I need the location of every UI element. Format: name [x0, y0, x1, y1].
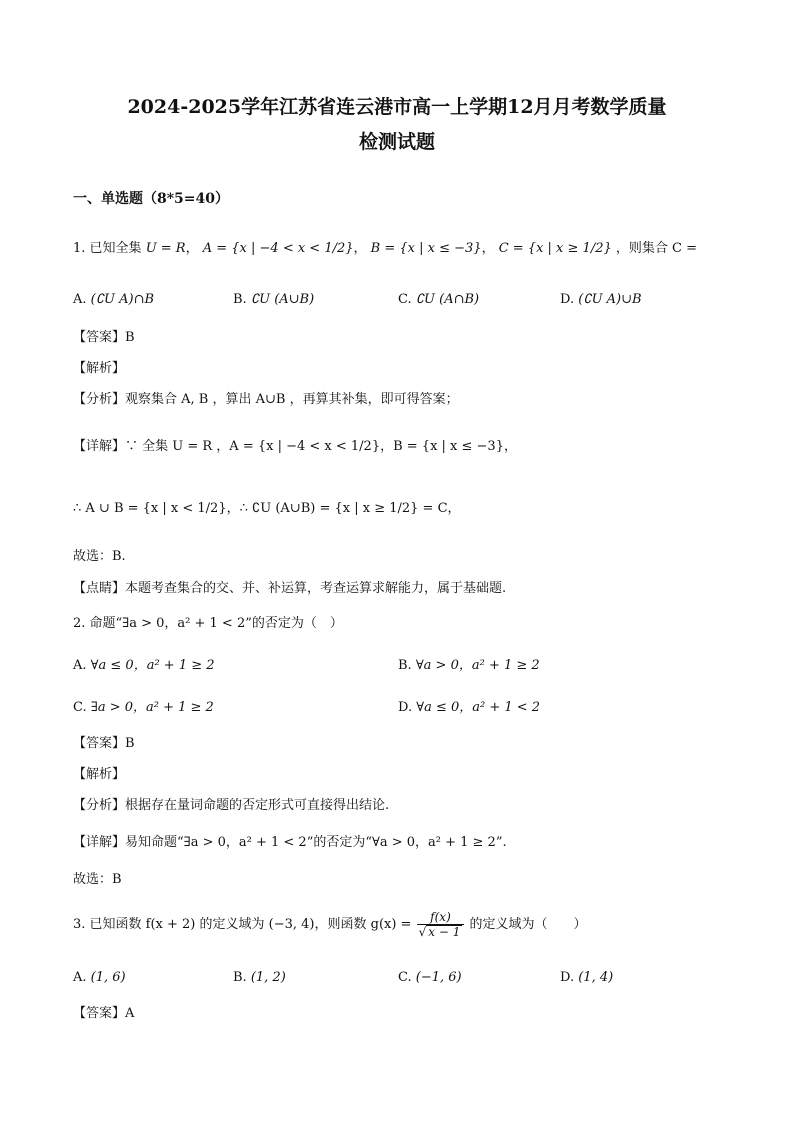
q1-option-d: D. (∁U A)∪B [560, 292, 642, 307]
page-title: 2024-2025学年江苏省连云港市高一上学期12月月考数学质量 [127, 96, 667, 118]
q2-detail: 【详解】易知命题“∃a > 0，a² + 1 < 2”的否定为“∀a > 0，a² + 1 ≥ 2”. [73, 835, 507, 850]
q1-choose: 故选：B. [73, 549, 126, 564]
q1-option-b: B. ∁U (A∪B) [233, 292, 315, 307]
question-2-stem: 2. 命题“∃a > 0，a² + 1 < 2”的否定为（ ） [73, 616, 343, 631]
q3-sqrt-radicand: x − 1 [428, 924, 461, 939]
q3-stem-suffix: 的定义域为（ ） [469, 917, 587, 932]
page-subtitle: 检测试题 [358, 131, 435, 153]
question-3-stem [73, 910, 587, 940]
q2-option-a: A. ∀a ≤ 0，a² + 1 ≥ 2 [73, 658, 215, 673]
q3-option-c: C. (−1, 6) [398, 970, 462, 985]
q3-option-a: A. (1, 6) [73, 970, 126, 985]
q1-analysis-heading: 【解析】 [73, 361, 126, 376]
q3-fraction-numerator: f(x) [417, 911, 465, 925]
q2-answer: 【答案】B [73, 736, 135, 751]
q3-option-d: D. (1, 4) [560, 970, 614, 985]
question-1-stem: 1. 已知全集 U = R， A = {x | −4 < x < 1/2}， B = {x | x ≤ −3}， C = {x | x ≥ 1/2} ，则集合 C = [73, 241, 697, 256]
q3-answer: 【答案】A [73, 1006, 135, 1021]
q1-set-c: C = {x | x ≥ 1/2} [498, 241, 612, 256]
q2-choose: 故选：B [73, 872, 122, 887]
q2-analysis-heading: 【解析】 [73, 767, 126, 782]
q1-answer: 【答案】B [73, 330, 135, 345]
section-heading: 一、单选题（8*5=40） [73, 191, 230, 207]
q2-option-b: B. ∀a > 0，a² + 1 ≥ 2 [398, 658, 540, 673]
q1-detail-2: ∴ A ∪ B = {x | x < 1/2}，∴ ∁U (A∪B) = {x | x ≥ 1/2} = C， [73, 501, 461, 516]
q3-fraction [417, 911, 465, 939]
q1-detail: 【详解】∵ 全集 U = R ，A = {x | −4 < x < 1/2}，B = {x | x ≤ −3}， [73, 439, 517, 454]
q2-option-c: C. ∃a > 0，a² + 1 ≥ 2 [73, 700, 214, 715]
q3-stem-prefix: 3. 已知函数 f(x + 2) 的定义域为 (−3, 4)，则函数 g(x) = [73, 917, 412, 932]
q1-option-a: A. (∁U A)∩B [73, 292, 155, 307]
q3-option-b: B. (1, 2) [233, 970, 286, 985]
q3-fraction-denominator: √ x − 1 [418, 924, 461, 939]
q1-option-c: C. ∁U (A∩B) [398, 292, 480, 307]
q1-stem-suffix: ，则集合 C = [615, 241, 697, 256]
q1-dianjing: 【点睛】本题考查集合的交、并、补运算，考查运算求解能力，属于基础题. [73, 581, 507, 596]
q1-universal-set: U = R [145, 241, 186, 256]
q2-option-d: D. ∀a ≤ 0，a² + 1 < 2 [398, 700, 541, 715]
q1-fenxi: 【分析】观察集合 A, B ，算出 A∪B ，再算其补集，即可得答案； [73, 392, 459, 407]
q1-set-b: B = {x | x ≤ −3} [370, 241, 482, 256]
q1-set-a: A = {x | −4 < x < 1/2} [202, 241, 354, 256]
q1-stem-prefix: 1. 已知全集 [73, 241, 142, 256]
q2-fenxi: 【分析】根据存在量词命题的否定形式可直接得出结论. [73, 798, 390, 813]
